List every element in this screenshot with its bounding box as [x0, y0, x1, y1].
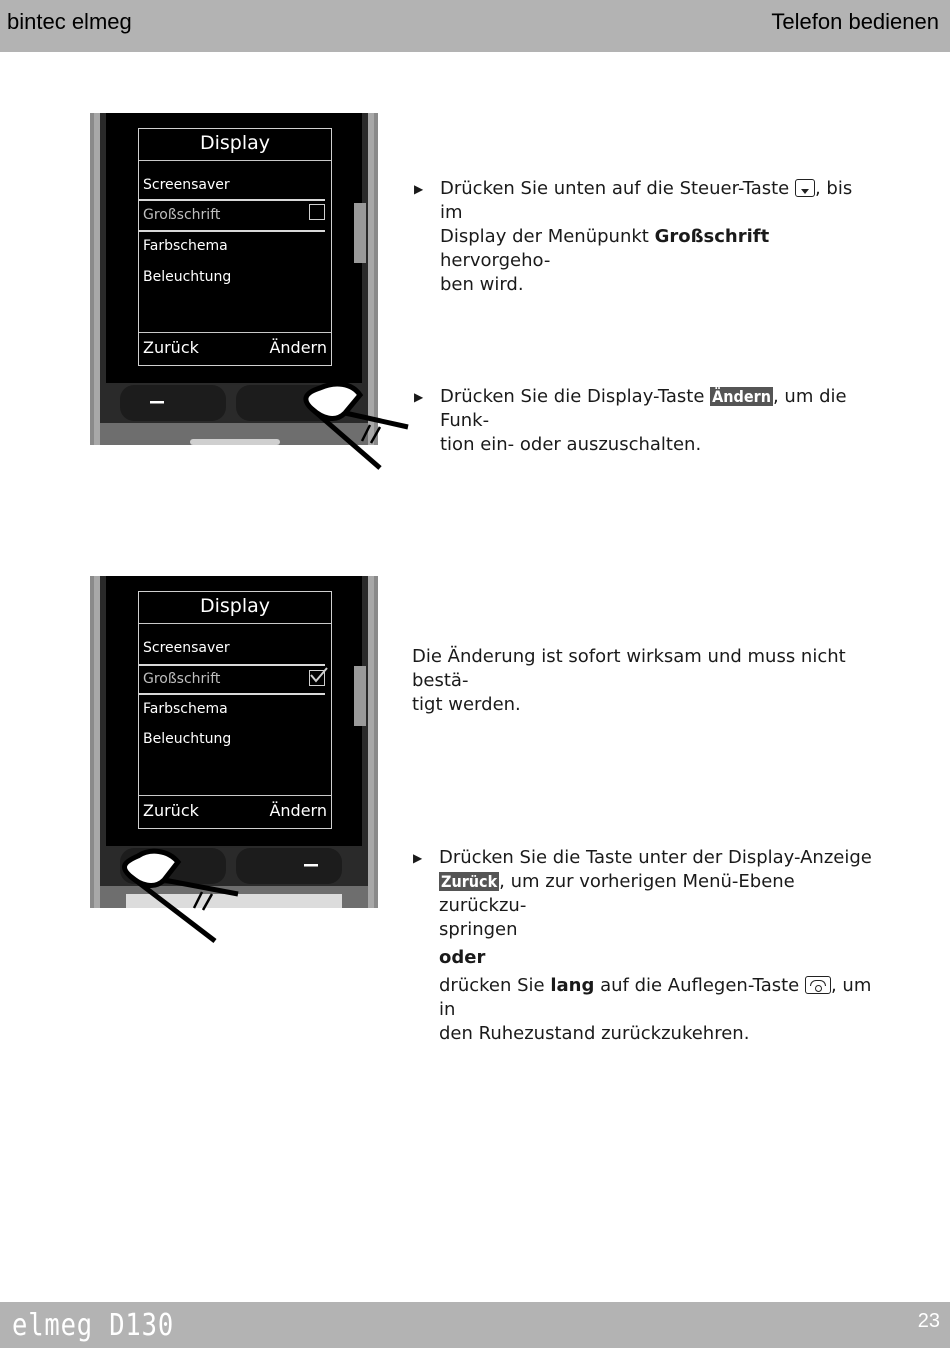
screen-title: Display — [139, 129, 331, 161]
bullet-arrow-icon: ▶ — [414, 182, 424, 196]
menu-item-beleuchtung[interactable]: Beleuchtung — [143, 731, 232, 747]
phone-illustration-1 — [90, 113, 378, 445]
softkey-zurueck-badge: Zurück — [441, 872, 498, 891]
info-line-2: tigt werden. — [412, 694, 521, 715]
page-footer — [0, 1302, 950, 1348]
step-2-text-b: , um die Funk- — [440, 386, 847, 431]
softkey-bar — [139, 332, 331, 365]
selection-top-line — [139, 664, 325, 666]
selection-bottom-line — [139, 230, 325, 232]
display-screen-2 — [138, 591, 332, 829]
control-key-down-icon — [795, 179, 815, 197]
softkey-bar — [139, 795, 331, 828]
page-header — [0, 0, 950, 52]
softkey-change-label[interactable]: Ändern — [269, 338, 327, 357]
step-1-bold: Großschrift — [654, 226, 770, 247]
step-1-text-e: ben wird. — [440, 274, 524, 295]
page-number: 23 — [917, 1310, 940, 1332]
softkey-change-label[interactable]: Ändern — [269, 801, 327, 820]
end-call-key-icon — [805, 976, 831, 994]
step-3-text-d: drücken Sie — [439, 975, 551, 996]
step-2-text-a: Drücken Sie die Display-Taste — [440, 386, 711, 407]
step-3-text-g: den Ruhezustand zurückzukehren. — [439, 1023, 750, 1044]
bullet-arrow-icon: ▶ — [413, 851, 423, 865]
step-3-bold: lang — [550, 975, 595, 996]
product-logo: elmeg D130 — [12, 1308, 175, 1343]
step-1-text-c: Display der Menüpunkt — [440, 226, 655, 247]
step-3-alt — [439, 974, 883, 1046]
screen-title: Display — [139, 592, 331, 624]
bullet-arrow-icon: ▶ — [414, 390, 424, 404]
step-2-text-c: tion ein- oder auszuschalten. — [440, 434, 702, 455]
step-3-text-e: auf die Auflegen-Taste — [594, 975, 805, 996]
menu-item-screensaver[interactable]: Screensaver — [143, 177, 230, 193]
softkey-back-label[interactable]: Zurück — [143, 338, 199, 357]
info-paragraph — [412, 645, 882, 717]
selection-bottom-line — [139, 693, 325, 695]
step-3-text-b: , um zur vorherigen Menü-Ebene zurückzu- — [439, 871, 795, 916]
softkey-back-label[interactable]: Zurück — [143, 801, 199, 820]
step-3-text-c: springen — [439, 919, 518, 940]
phone-illustration-2 — [90, 576, 378, 908]
step-3-text-a: Drücken Sie die Taste unter der Display-Anzeige — [439, 847, 872, 868]
menu-item-grossschrift[interactable]: Großschrift — [143, 207, 221, 223]
menu-item-grossschrift[interactable]: Großschrift — [143, 671, 221, 687]
info-line-1: Die Änderung ist sofort wirksam und muss nicht bestä- — [412, 646, 846, 691]
step-1-text-a: Drücken Sie unten auf die Steuer-Taste — [440, 178, 795, 199]
step-3-text-f: , um in — [439, 975, 872, 1020]
softkey-andern-badge: Ändern — [712, 387, 771, 406]
menu-item-farbschema[interactable]: Farbschema — [143, 238, 228, 254]
brand-name: bintec elmeg — [7, 9, 132, 34]
menu-item-farbschema[interactable]: Farbschema — [143, 701, 228, 717]
section-title: Telefon bedienen — [771, 9, 939, 34]
step-1-text-d: hervorgeho- — [440, 250, 551, 271]
selection-top-line — [139, 199, 325, 201]
menu-item-beleuchtung[interactable]: Beleuchtung — [143, 269, 232, 285]
checkbox-checked-icon[interactable] — [309, 670, 325, 686]
step-1-text-b: , bis im — [440, 178, 853, 223]
checkbox-unchecked-icon[interactable] — [309, 204, 325, 220]
step-3-oder: oder — [439, 947, 486, 968]
menu-item-screensaver[interactable]: Screensaver — [143, 640, 230, 656]
display-screen-1 — [138, 128, 332, 366]
